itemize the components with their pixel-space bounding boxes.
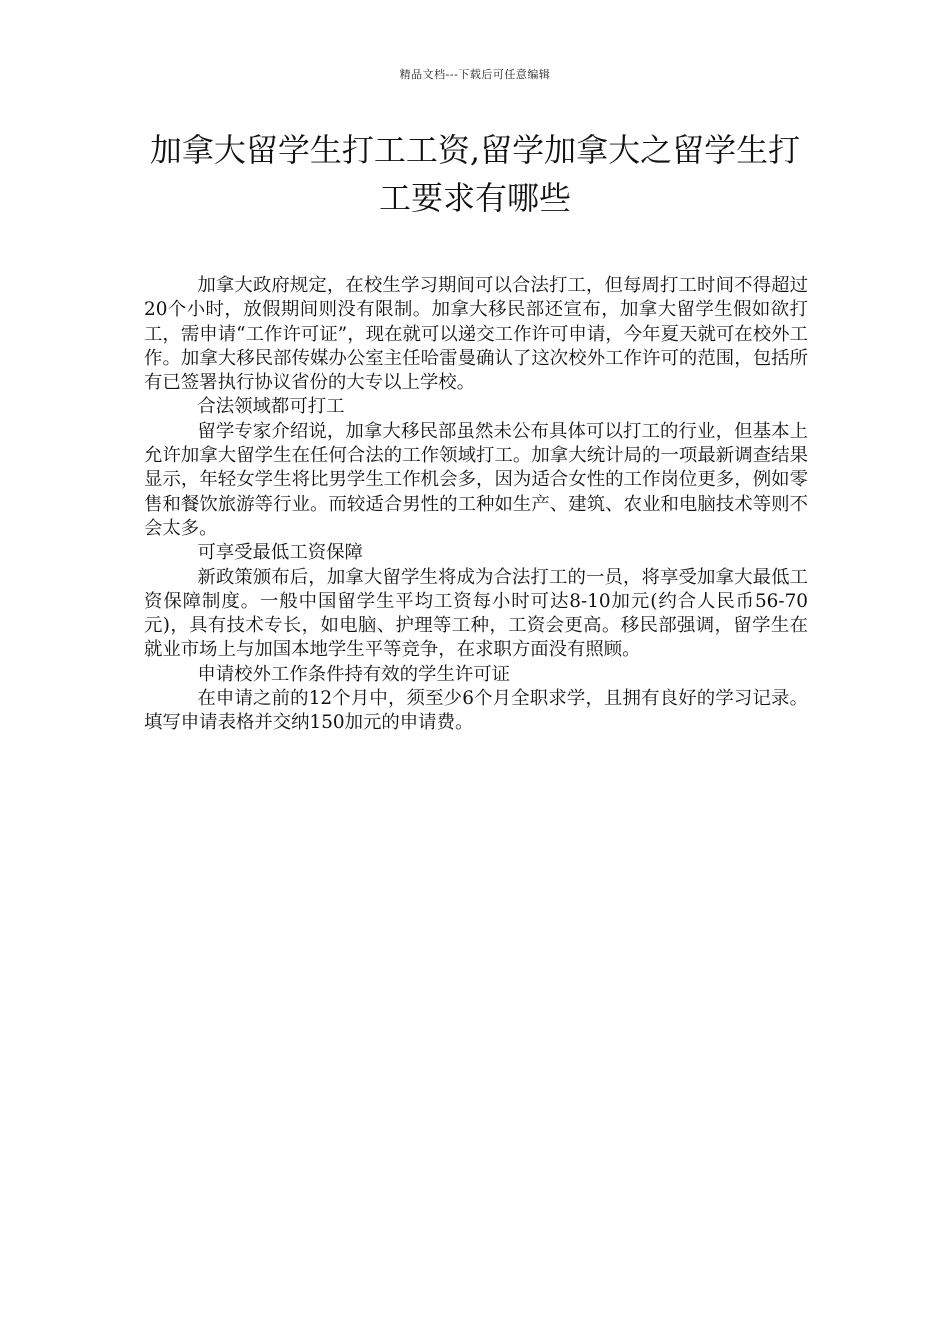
paragraph-application-conditions: 在申请之前的12个月中，须至少6个月全职求学，且拥有良好的学习记录。填写申请表格并交纳150加元的申请费。 [144,688,808,734]
header-note: 精品文档---下载后可任意编辑 [399,68,551,81]
paragraph-legal-fields: 留学专家介绍说，加拿大移民部虽然未公布具体可以打工的行业，但基本上允许加拿大留学生在任何合法的工作领域打工。加拿大统计局的一项最新调查结果显示，年轻女学生将比男学生工作机会多，因为适合女性的工作岗位更多，例如零售和餐饮旅游等行业。而较适合男性的工种如生产、建筑、农业和电脑技术等则不会太多。 [144,420,808,539]
paragraph-minimum-wage: 新政策颁布后，加拿大留学生将成为合法打工的一员，将享受加拿大最低工资保障制度。一般中国留学生平均工资每小时可达8-10加元(约合人民币56-70元)，具有技术专长，如电脑、护理等工种，工资会更高。移民部强调，留学生在就业市场上与加国本地学生平等竞争，在求职方面没有照顾。 [144,566,808,661]
paragraph-intro: 加拿大政府规定，在校生学习期间可以合法打工，但每周打工时间不得超过20个小时，放假期间则没有限制。加拿大移民部还宣布，加拿大留学生假如欲打工，需申请“工作许可证”，现在就可以递交工作许可申请，今年夏天就可在校外工作。加拿大移民部传媒办公室主任哈雷曼确认了这次校外工作许可的范围，包括所有已签署执行协议省份的大专以上学校。 [144,275,808,394]
subheading-minimum-wage: 可享受最低工资保障 [197,542,363,564]
subheading-legal-fields: 合法领域都可打工 [197,396,345,418]
subheading-application-conditions: 申请校外工作条件持有效的学生许可证 [197,663,511,685]
document-title: 加拿大留学生打工工资,留学加拿大之留学生打工要求有哪些 [149,131,801,217]
document-body [144,274,808,736]
